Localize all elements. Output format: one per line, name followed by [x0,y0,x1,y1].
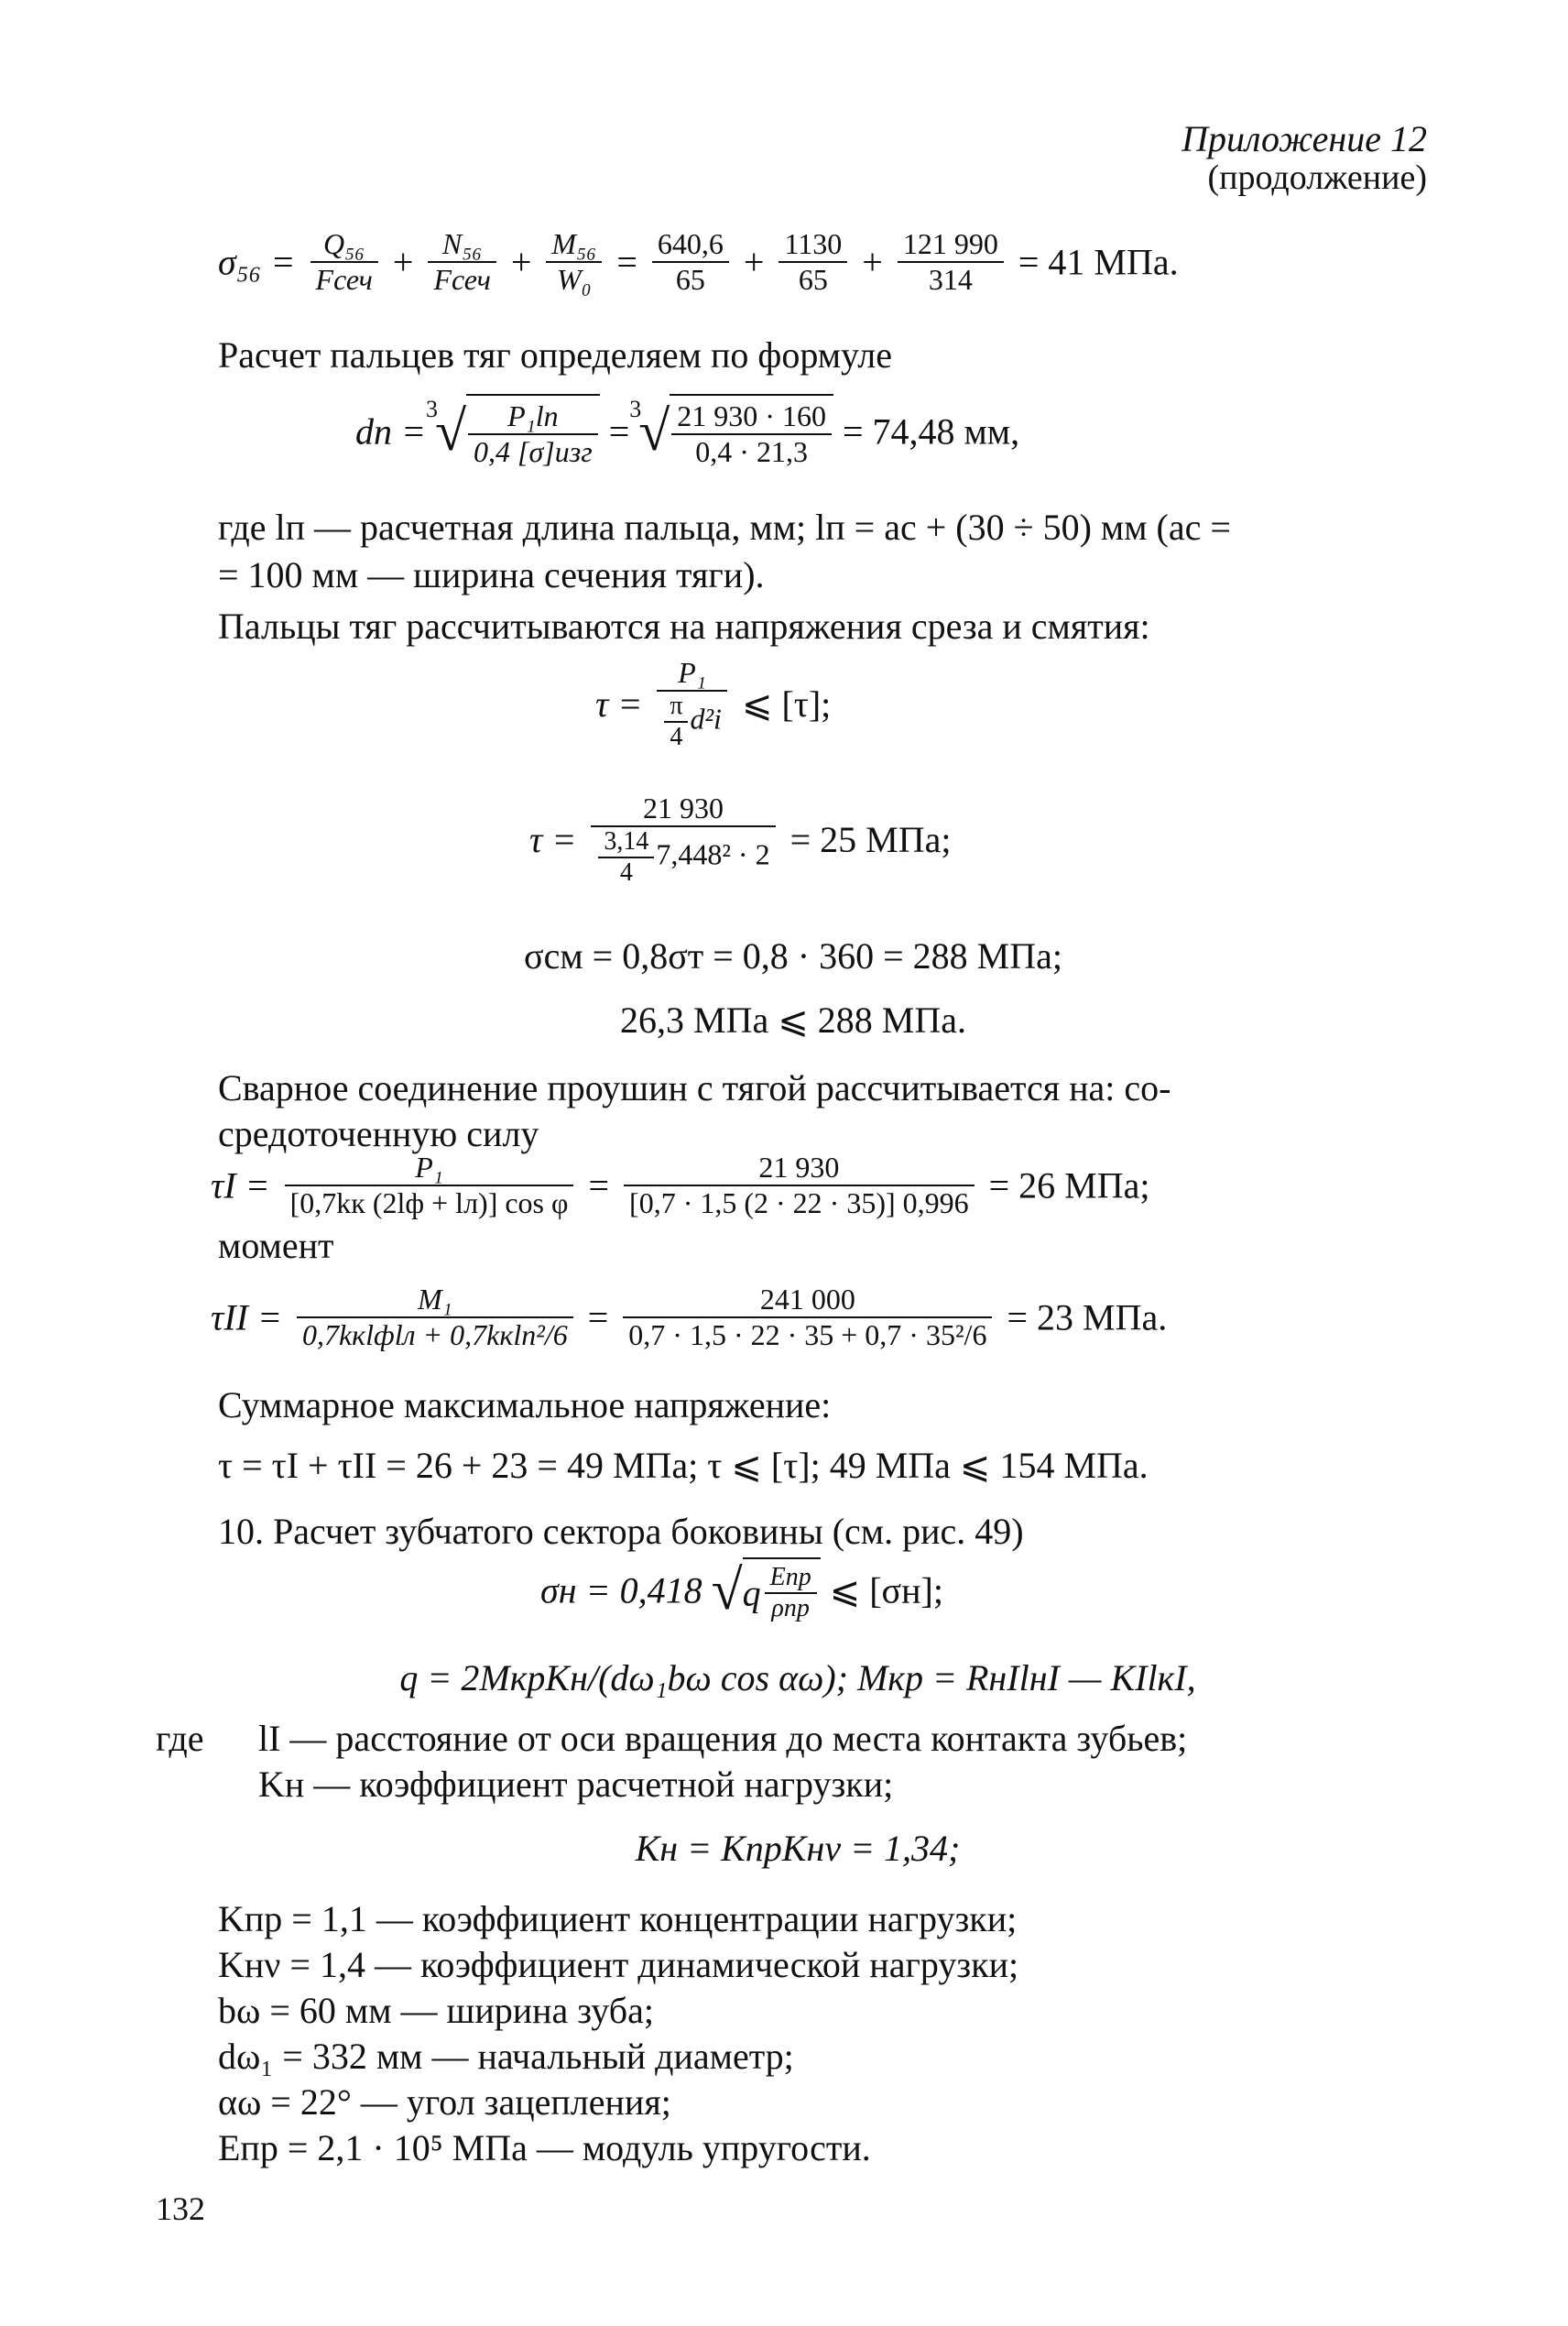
formula-tau2: τII = $\frac{\text{M₁}}{\text{0,7kкlфlл + 0,7kкlп²/6}}$ = $\frac{241 000}{\text{0,7 · 1,5 · 22 · 35 + 0,7 · 35²/6}}$ = 23 МПа. [211,1283,1168,1351]
formula-tau1: τI = $\frac{\text{P₁}}{\text{[0,7kк (2lф + lл)] cos φ}}$ = $\frac{21 930}{[0,7 \cdot 1,5 (2 \cdot 22 \cdot 35)] 0,996}$ = 26 МПа; [211,1151,1150,1219]
text-where2-l1: lI — расстояние от оси вращения до места контакта зубьев; [258,1718,1188,1759]
formula-tau-numeric: τ = 21 930 $\frac{3,14}{4}$ 7,448² · 2 = 25 МПа; [529,792,952,887]
def-kpr: Kпр = 1,1 — коэффициент концентрации нагрузки; [218,1898,1018,1939]
def-knv: Kнν = 1,4 — коэффициент динамической нагрузки; [218,1944,1019,1985]
formula-sigma56: σ₅₆ = $\frac{\text{Q₅₆}}{\text{Fсеч}}$ + $\frac{\text{N₅₆}}{\text{Fсеч}}$ + $\frac{\text{M₅₆}}{\text{W₀}}$ = $\frac{640,6}{65}$ + $\frac{1130}{65}$ + $\frac{121 990}{314}$ = 41 МПа. [218,227,1179,296]
formula-dp: dп = 3 √ $\frac{\text{P₁lп}}{\text{0,4 [σ]изг}}$ = 3 √ $\frac{21 930 \cdot 160}{0,4 \cdot 21,3}$ = 74,48 мм, [355,395,1020,468]
def-dw1: dω₁ = 332 мм — начальный диаметр; [218,2036,794,2077]
formula-sigma-cm: σсм = 0,8σт = 0,8 · 360 = 288 МПа; [524,935,1062,977]
formula-sigma-h: σн = 0,418 √q $\frac{\text{Eпр}}{\text{ρпр}}$ ⩽ [σн]; [540,1557,943,1623]
text-total-stress: Суммарное максимальное напряжение: [218,1384,832,1425]
def-list [218,1896,1018,2171]
formula-compare: 26,3 МПа ⩽ 288 МПа. [620,999,966,1041]
text-moment: момент [218,1225,334,1266]
text-weld-cont: средоточенную силу [218,1113,539,1154]
def-epr: Eпр = 2,1 · 10⁵ МПа — модуль упругости. [218,2127,871,2168]
formula-q: q = 2MкрKн/(dω₁bω cos αω); Mкр = RнIlнI — KIlкI, [399,1657,1196,1698]
appendix-continuation: (продолжение) [1207,158,1427,197]
text-where2-label: где [156,1718,204,1759]
page-number: 132 [156,2190,205,2227]
text-sector-heading: 10. Расчет зубчатого сектора боковины (см. рис. 49) [218,1511,1024,1552]
text-fingers-shear: Пальцы тяг рассчитываются на напряжения среза и смятия: [218,606,1150,647]
appendix-title: Приложение 12 [1181,118,1427,159]
def-aw: αω = 22° — угол зацепления; [218,2081,671,2123]
text-fingers-calc: Расчет пальцев тяг определяем по формуле [218,334,892,376]
def-bw: bω = 60 мм — ширина зуба; [218,1990,654,2031]
text-where2-kn: Kн — коэффициент расчетной нагрузки; [258,1764,894,1805]
formula-kn: Kн = KпрKнν = 1,34; [635,1828,961,1869]
text-where-lp: где lп — расчетная длина пальца, мм; lп = aс + (30 ÷ 50) мм (aс = [218,507,1231,548]
formula-tau-sum: τ = τI + τII = 26 + 23 = 49 МПа; τ ⩽ [τ]; 49 МПа ⩽ 154 МПа. [218,1445,1149,1486]
text-where-lp-cont: = 100 мм — ширина сечения тяги). [218,554,765,595]
formula-tau-symbolic: τ = P₁ $\frac{\pi}{4}$ d²i ⩽ [τ]; [595,656,832,751]
text-weld: Сварное соединение проушин с тягой рассчитывается на: со- [218,1067,1171,1108]
